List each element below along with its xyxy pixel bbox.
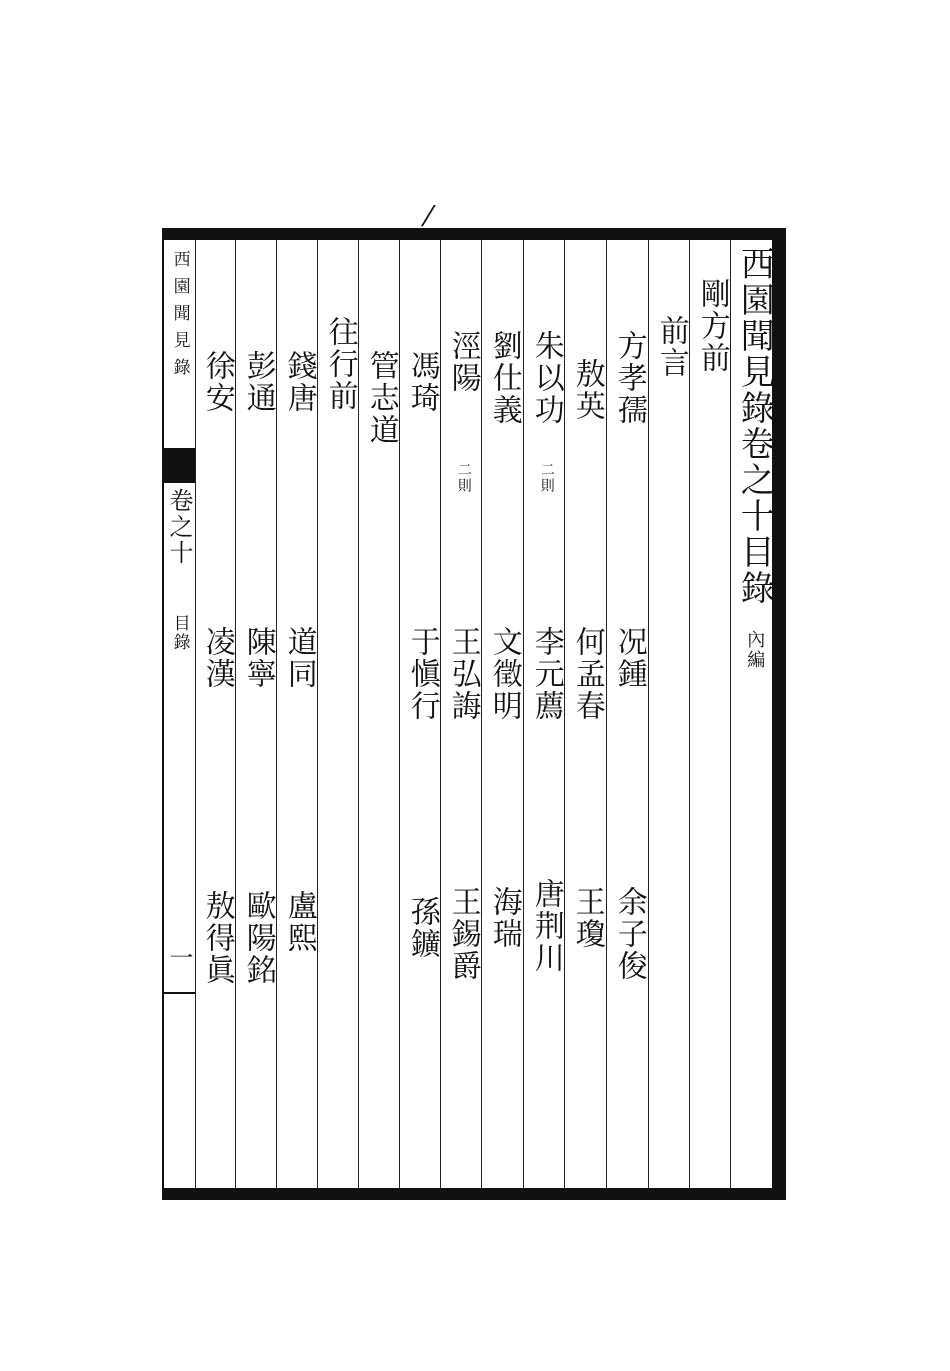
toc-name: 王瓊 [569, 886, 605, 950]
margin-volume [163, 488, 195, 566]
entry-note: 二則 [538, 462, 555, 494]
toc-column [361, 350, 401, 446]
toc-name: 况鍾 [611, 626, 647, 690]
toc-name: 李元薦 [528, 626, 564, 722]
page-number: 一 [165, 945, 193, 971]
toc-name: 于愼行 [404, 626, 440, 722]
toc-name: 道同 [281, 626, 317, 690]
margin-label-text: 目錄 [169, 614, 190, 652]
toc-title-column [734, 246, 774, 670]
toc-name: 文徵明 [486, 626, 522, 722]
preface-entry [651, 315, 691, 379]
toc-name: 敖英 [569, 358, 605, 422]
category-heading [692, 278, 732, 374]
column-rule [648, 240, 649, 1188]
preface-entry-text: 前言 [653, 315, 689, 379]
toc-name: 何孟春 [569, 626, 605, 722]
entry-note: 二則 [455, 462, 472, 494]
toc-name: 孫鑛 [404, 896, 440, 960]
toc-name: 敖得眞 [199, 890, 235, 986]
category-heading-text: 往行前 [322, 316, 358, 412]
margin-book-name [163, 250, 195, 385]
toc-name: 唐荆川 [528, 878, 564, 974]
toc-name: 涇陽 [445, 330, 481, 394]
margin-page-number [163, 945, 195, 971]
category-heading-text: 剛方前 [694, 278, 730, 374]
category-heading [320, 316, 360, 412]
toc-name: 彭通 [240, 350, 276, 414]
margin-volume-text: 卷之十 [165, 488, 193, 566]
column-rule [689, 240, 690, 1188]
toc-name: 方孝孺 [611, 330, 647, 426]
column-rule [523, 240, 524, 1188]
toc-name: 朱以功 [528, 330, 564, 426]
toc-name: 凌漢 [199, 626, 235, 690]
toc-name: 王弘誨 [445, 626, 481, 722]
toc-name: 管志道 [363, 350, 399, 446]
toc-name: 劉仕義 [486, 330, 522, 426]
column-rule [195, 240, 196, 1188]
fish-tail-mark [163, 448, 195, 483]
toc-name: 歐陽銘 [240, 890, 276, 986]
toc-name: 余子俊 [611, 886, 647, 982]
toc-name: 陳寧 [240, 626, 276, 690]
margin-book-name-text: 西園聞見錄 [169, 250, 190, 385]
section-label: 內編 [744, 630, 766, 670]
ink-mark: ⁄ [426, 200, 431, 233]
book-title: 西園聞見錄卷之十目錄 [734, 246, 775, 606]
toc-name: 王錫爵 [445, 886, 481, 982]
toc-name: 馮琦 [404, 350, 440, 414]
margin-label [163, 614, 195, 652]
toc-name: 盧熙 [281, 890, 317, 954]
toc-name: 海瑞 [486, 886, 522, 950]
margin-tick-rule [162, 992, 195, 994]
column-rule [730, 240, 731, 1188]
toc-name: 錢唐 [281, 350, 317, 414]
column-rule [606, 240, 607, 1188]
toc-name: 徐安 [199, 350, 235, 414]
